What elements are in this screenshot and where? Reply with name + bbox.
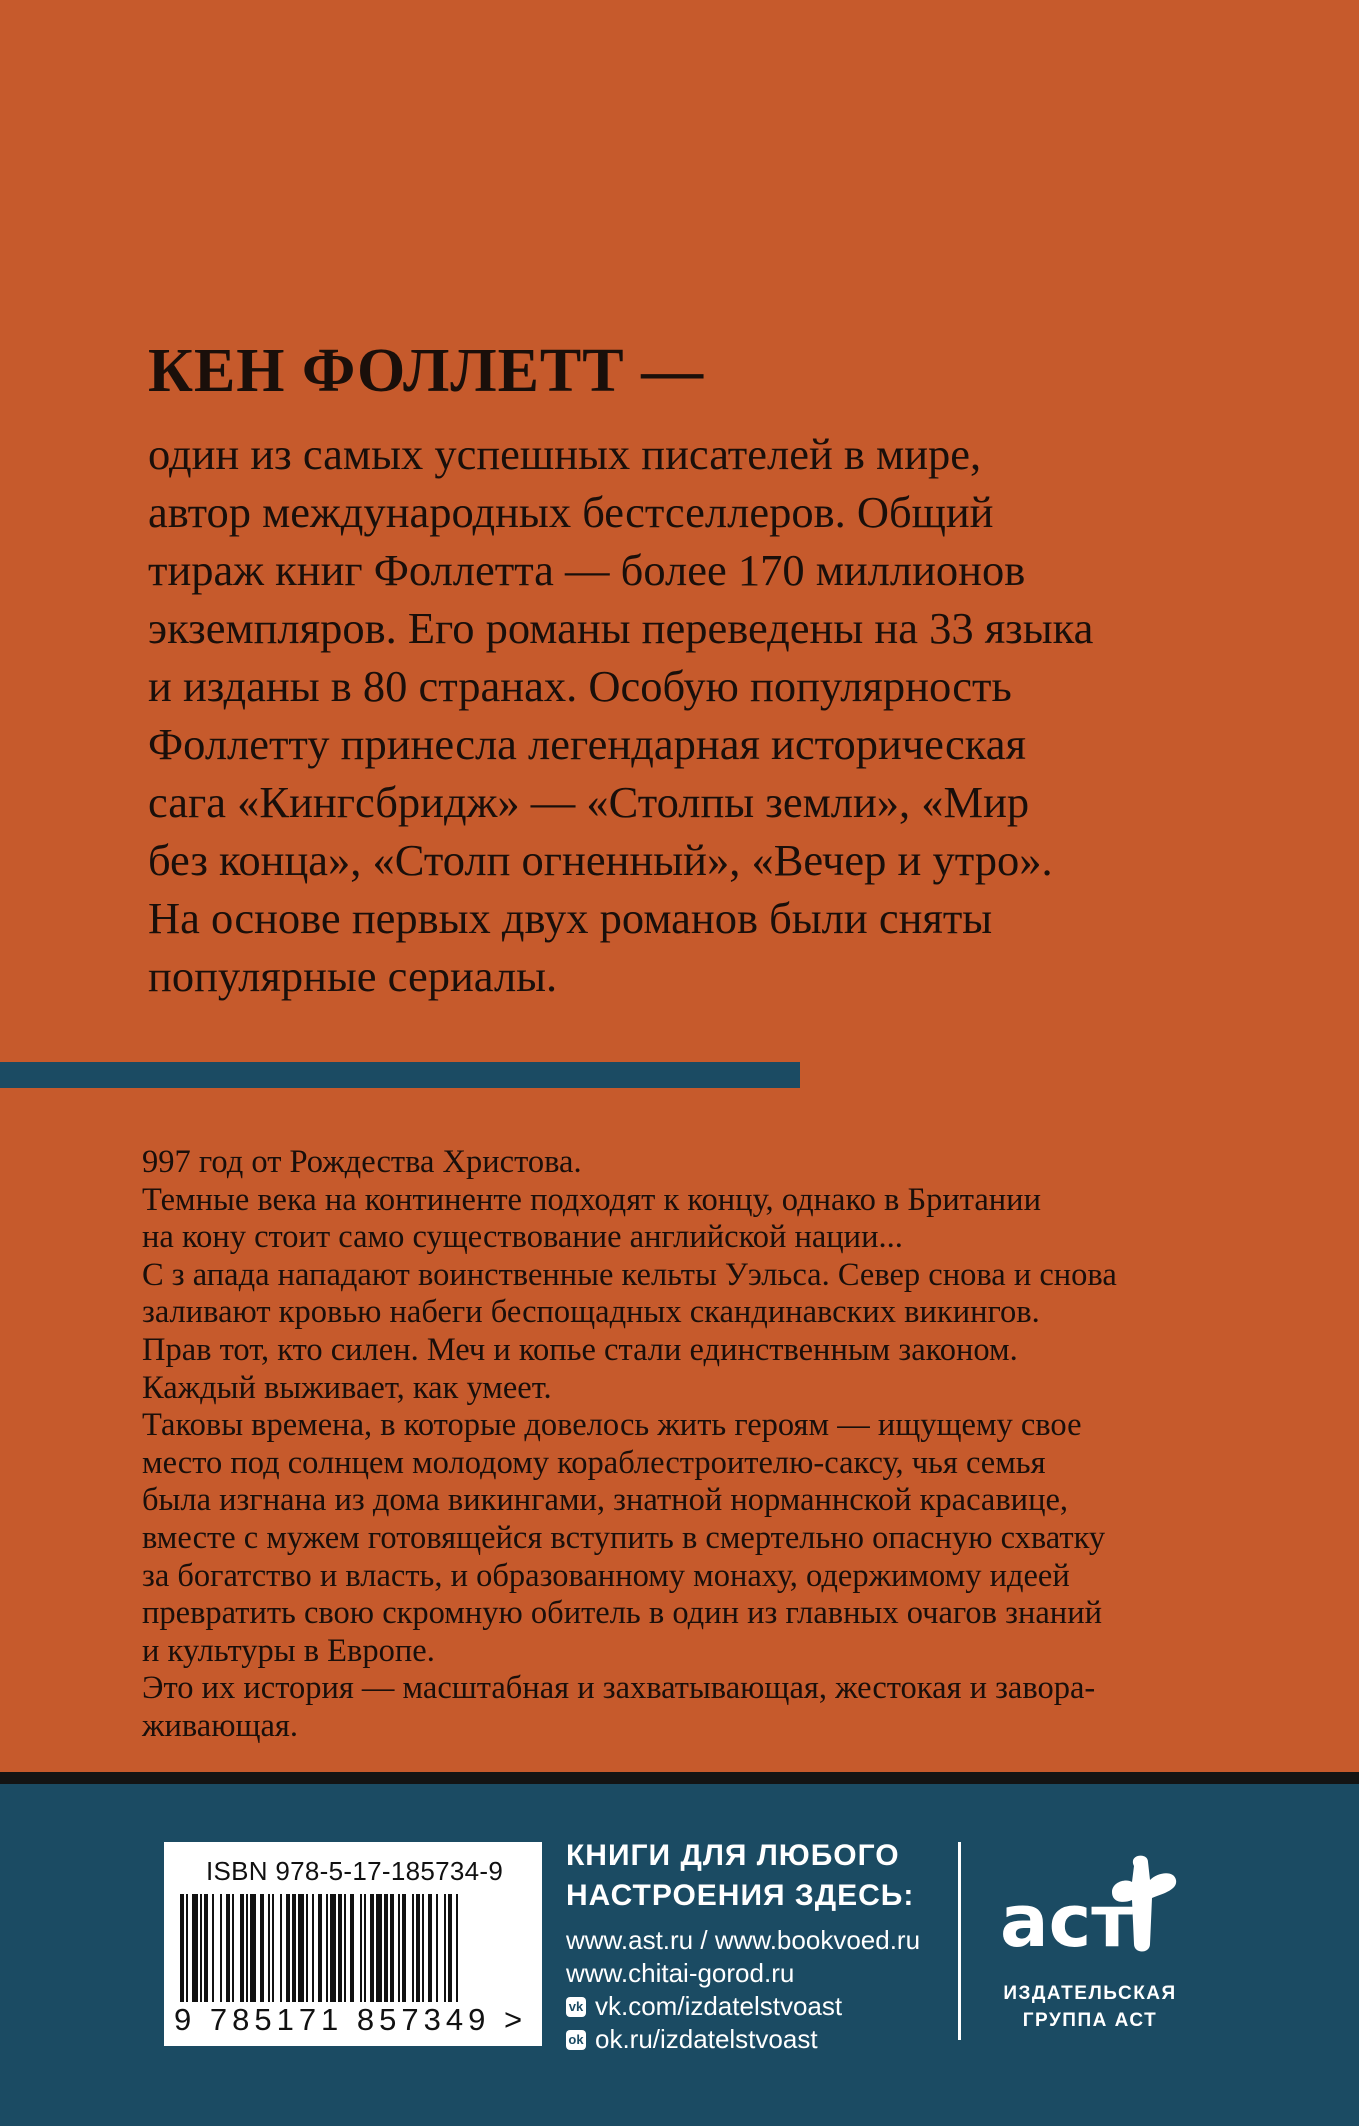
section-divider [0,1062,800,1088]
ok-link[interactable] [566,2023,920,2056]
bio-line: автор международных бестселлеров. Общий [148,487,994,537]
barcode-bar [402,1894,406,2002]
caption-line: ГРУППА АСТ [1022,2010,1158,2031]
synopsis-line: и культуры в Европе. [142,1632,435,1669]
barcode-bar [204,1894,208,2002]
barcode-bar [384,1894,388,2002]
barcode-bar [364,1894,366,2002]
barcode-bar [268,1894,270,2002]
barcode-bar [212,1894,214,2002]
bio-line: один из самых успешных писателей в мире, [148,429,982,479]
barcode-bar [280,1894,282,2002]
barcode-bar [192,1894,198,2002]
barcode-bar [326,1894,328,2002]
vk-link[interactable] [566,1990,920,2023]
barcode-bar [338,1894,342,2002]
barcode-bar [428,1894,432,2002]
caption-line: ИЗДАТЕЛЬСКАЯ [1003,1983,1177,2004]
barcode-bar [226,1894,230,2002]
author-bio [148,425,1228,1005]
barcode-bar [312,1894,314,2002]
bio-line: тираж книг Фоллетта — более 170 миллионов [148,545,1026,595]
ast-logo-icon [986,1846,1186,1976]
barcode-bar [200,1894,202,2002]
bio-line: популярные сериалы. [148,951,558,1001]
promo-title-line: КНИГИ ДЛЯ ЛЮБОГО [566,1839,900,1872]
barcode-bar [360,1894,362,2002]
barcode-digits: 9 785171 857349 > [174,2002,528,2037]
barcode-bar [306,1894,308,2002]
barcode-bar [444,1894,446,2002]
bio-line: сага «Кингсбридж» — «Столпы земли», «Мир [148,777,1030,827]
site-link[interactable]: www.ast.ru / www.bookvoed.ru [566,1925,921,1955]
site-link[interactable]: www.chitai-gorod.ru [566,1958,795,1988]
barcode-bar [298,1894,304,2002]
black-band [0,1772,1359,1784]
barcode-bar [376,1894,382,2002]
author-heading: КЕН ФОЛЛЕТТ — [148,337,705,405]
barcode-bar [330,1894,336,2002]
barcode-bar [344,1894,346,2002]
barcode-bar [186,1894,188,2002]
promo-block [566,1836,920,2056]
barcode-bar [370,1894,374,2002]
isbn-label: ISBN 978-5-17-185734-9 [206,1856,504,1886]
ok-link-text: ok.ru/izdatelstvoast [595,2024,818,2054]
barcode-bar [260,1894,264,2002]
synopsis-line: место под солнцем молодому кораблестроителю-саксу, чья семья [142,1444,1046,1481]
barcode-bar [286,1894,290,2002]
barcode-bar [220,1894,222,2002]
synopsis-line: Темные века на континенте подходят к концу, однако в Британии [142,1181,1041,1218]
barcode-bar [246,1894,248,2002]
synopsis-line: Прав тот, кто силен. Меч и копье стали единственным законом. [142,1331,1018,1368]
synopsis-line: С з апада нападают воинственные кельты Уэльса. Север снова и снова [142,1256,1117,1293]
barcode-bar [390,1894,394,2002]
barcode-bar [180,1894,184,2002]
bio-line: и изданы в 80 странах. Особую популярность [148,661,1012,711]
synopsis-line: Каждый выживает, как умеет. [142,1369,552,1406]
barcode-bar [398,1894,400,2002]
barcode-box [164,1842,542,2046]
barcode-bar [240,1894,244,2002]
barcode-bar [250,1894,256,2002]
bio-line: экземпляров. Его романы переведены на 33 языка [148,603,1094,653]
bio-line: без конца», «Столп огненный», «Вечер и утро». [148,835,1053,885]
synopsis-line: Таковы времена, в которые довелось жить героям — ищущему свое [142,1407,1082,1444]
barcode-bar [412,1894,414,2002]
barcode-bar [232,1894,234,2002]
promo-title-line: НАСТРОЕНИЯ ЗДЕСЬ: [566,1879,915,1912]
ok-icon: ok [566,2030,586,2050]
barcode-bar [318,1894,322,2002]
barcode-bar [456,1894,458,2002]
barcode-bar [350,1894,354,2002]
logo-wordmark: аст [1000,1879,1133,1963]
vk-icon: vk [566,1997,586,2017]
barcode-bar [416,1894,420,2002]
synopsis-line: заливают кровью набеги беспощадных скандинавских викингов. [142,1294,1040,1331]
synopsis-line: за богатство и власть, и образованному монаху, одержимому идеей [142,1557,1070,1594]
publisher-caption [960,1980,1220,2034]
synopsis-line: превратить свою скромную обитель в один из главных очагов знаний [142,1595,1102,1632]
synopsis-line: Это их история — масштабная и захватывающая, жестокая и завора- [142,1670,1096,1707]
synopsis-line: вместе с мужем готовящейся вступить в смертельно опасную схватку [142,1519,1106,1556]
synopsis-line: была изгнана из дома викингами, знатной норманнской красавице, [142,1482,1069,1519]
synopsis-line: на кону стоит само существование английской нации... [142,1219,903,1256]
barcode-bar [448,1894,452,2002]
barcode-bar [436,1894,438,2002]
vk-link-text: vk.com/izdatelstvoast [595,1991,843,2021]
bio-line: На основе первых двух романов были сняты [148,893,993,943]
barcode-bar [292,1894,296,2002]
synopsis-line: живающая. [142,1707,298,1744]
barcode-icon [180,1894,526,2002]
synopsis-line: 997 год от Рождества Христова. [142,1144,582,1180]
barcode-bar [422,1894,424,2002]
synopsis [142,1144,1262,1746]
barcode-bar [272,1894,274,2002]
bio-line: Фоллетту принесла легендарная историческая [148,719,1026,769]
